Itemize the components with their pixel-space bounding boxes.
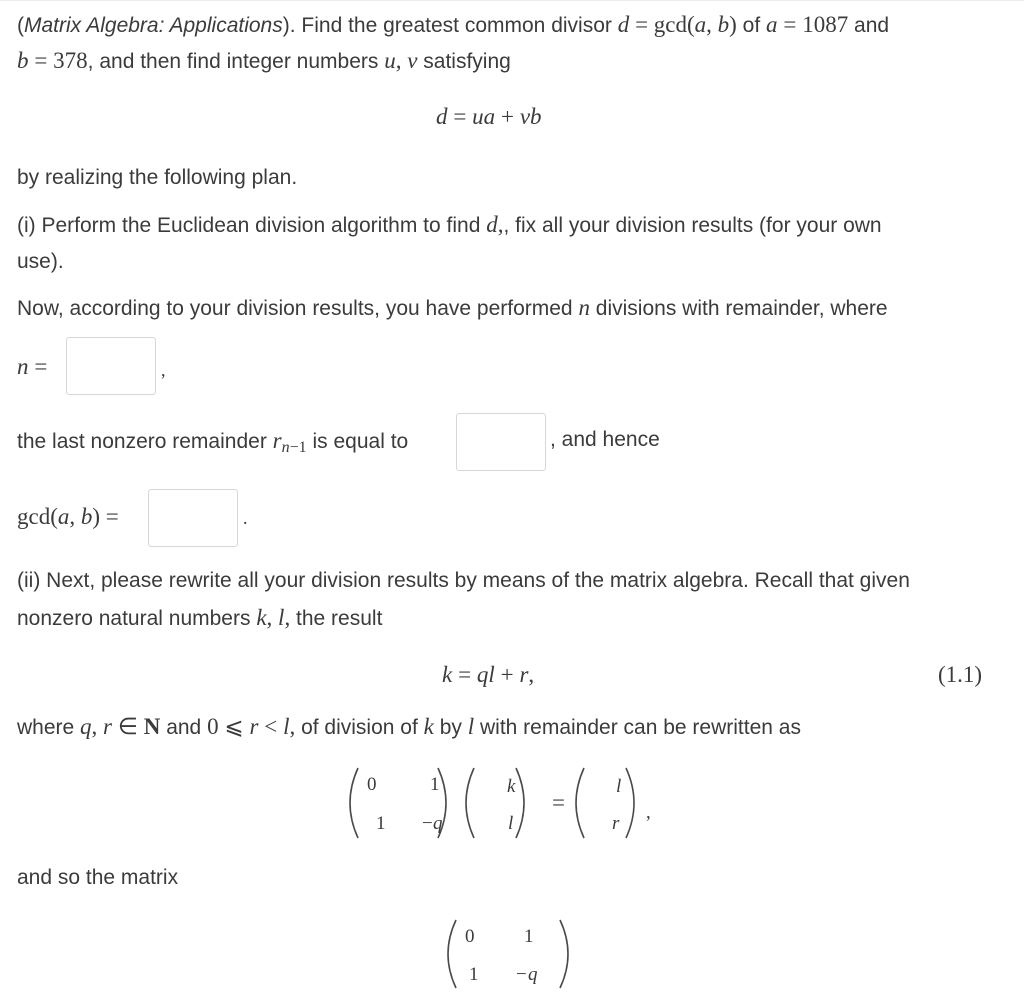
- svg-text:l: l: [616, 776, 622, 797]
- and-hence-text: , and hence: [550, 428, 660, 451]
- title-label: Matrix Algebra: Applications: [24, 14, 283, 37]
- n-answer-input[interactable]: [66, 337, 156, 395]
- step2-line2: nonzero natural numbers k, l, the result: [17, 605, 383, 630]
- gcd-answer-input[interactable]: [148, 489, 238, 547]
- step1-line2: use).: [17, 250, 64, 273]
- equation-number: (1.1): [938, 662, 983, 687]
- intro-sentence-b: , and then find integer numbers: [87, 50, 379, 73]
- intro-line-2: b = 378, and then find integer numbers u, v satisfying: [17, 48, 511, 73]
- last-remainder-input[interactable]: [456, 413, 546, 471]
- svg-text:l: l: [508, 813, 514, 834]
- gcd-period: .: [243, 508, 248, 528]
- top-divider: [0, 0, 1024, 1]
- svg-text:0: 0: [367, 774, 377, 795]
- step2-line1: (ii) Next, please rewrite all your division results by means of the matrix algebra. Recall that given: [17, 569, 910, 592]
- svg-text:1: 1: [430, 774, 440, 795]
- matrix-equation: [340, 762, 670, 844]
- svg-text:k: k: [507, 776, 516, 797]
- intro-sentence: Find the greatest common divisor: [301, 14, 612, 37]
- now-text: Now, according to your division results, you have performed n divisions with remainder, where: [17, 295, 888, 320]
- plan-text: by realizing the following plan.: [17, 166, 298, 189]
- and-word: and: [854, 14, 890, 37]
- gcd-label: gcd(a, b) =: [17, 504, 119, 529]
- n-label: n =: [17, 354, 48, 379]
- svg-text:1: 1: [469, 964, 479, 985]
- svg-text:0: 0: [465, 926, 475, 947]
- svg-text:−: −: [516, 964, 527, 985]
- step1-line1: (i) Perform the Euclidean division algorithm to find d,, fix all your division results (for your own: [17, 212, 882, 237]
- svg-text:1: 1: [376, 813, 386, 834]
- svg-text:q: q: [528, 964, 538, 985]
- n-comma: ,: [161, 360, 166, 380]
- a-value: 1087: [802, 12, 849, 37]
- svg-text:−: −: [422, 813, 433, 834]
- equation-k-ql-r: k = ql + r,: [442, 662, 535, 687]
- svg-text:q: q: [433, 813, 443, 834]
- equation-d-ua-vb: d = ua + vb: [436, 104, 542, 129]
- intro-line-1: (Matrix Algebra: Applications). Find the greatest common divisor d = gcd(a, b) of a = 1087 and: [17, 12, 890, 37]
- where-text: where q, r ∈ N and 0 ⩽ r < l, of division of k by l with remainder can be rewritten as: [17, 714, 801, 739]
- b-value: 378: [53, 48, 88, 73]
- svg-text:r: r: [612, 813, 620, 834]
- svg-text:=: =: [552, 790, 565, 815]
- remainder-text: the last nonzero remainder $r_{n-1}$ is equal to: [17, 428, 409, 456]
- svg-text:,: ,: [646, 802, 651, 823]
- svg-text:1: 1: [524, 926, 534, 947]
- final-matrix: [438, 914, 578, 996]
- satisfying-word: satisfying: [423, 50, 511, 73]
- so-matrix-text: and so the matrix: [17, 866, 179, 889]
